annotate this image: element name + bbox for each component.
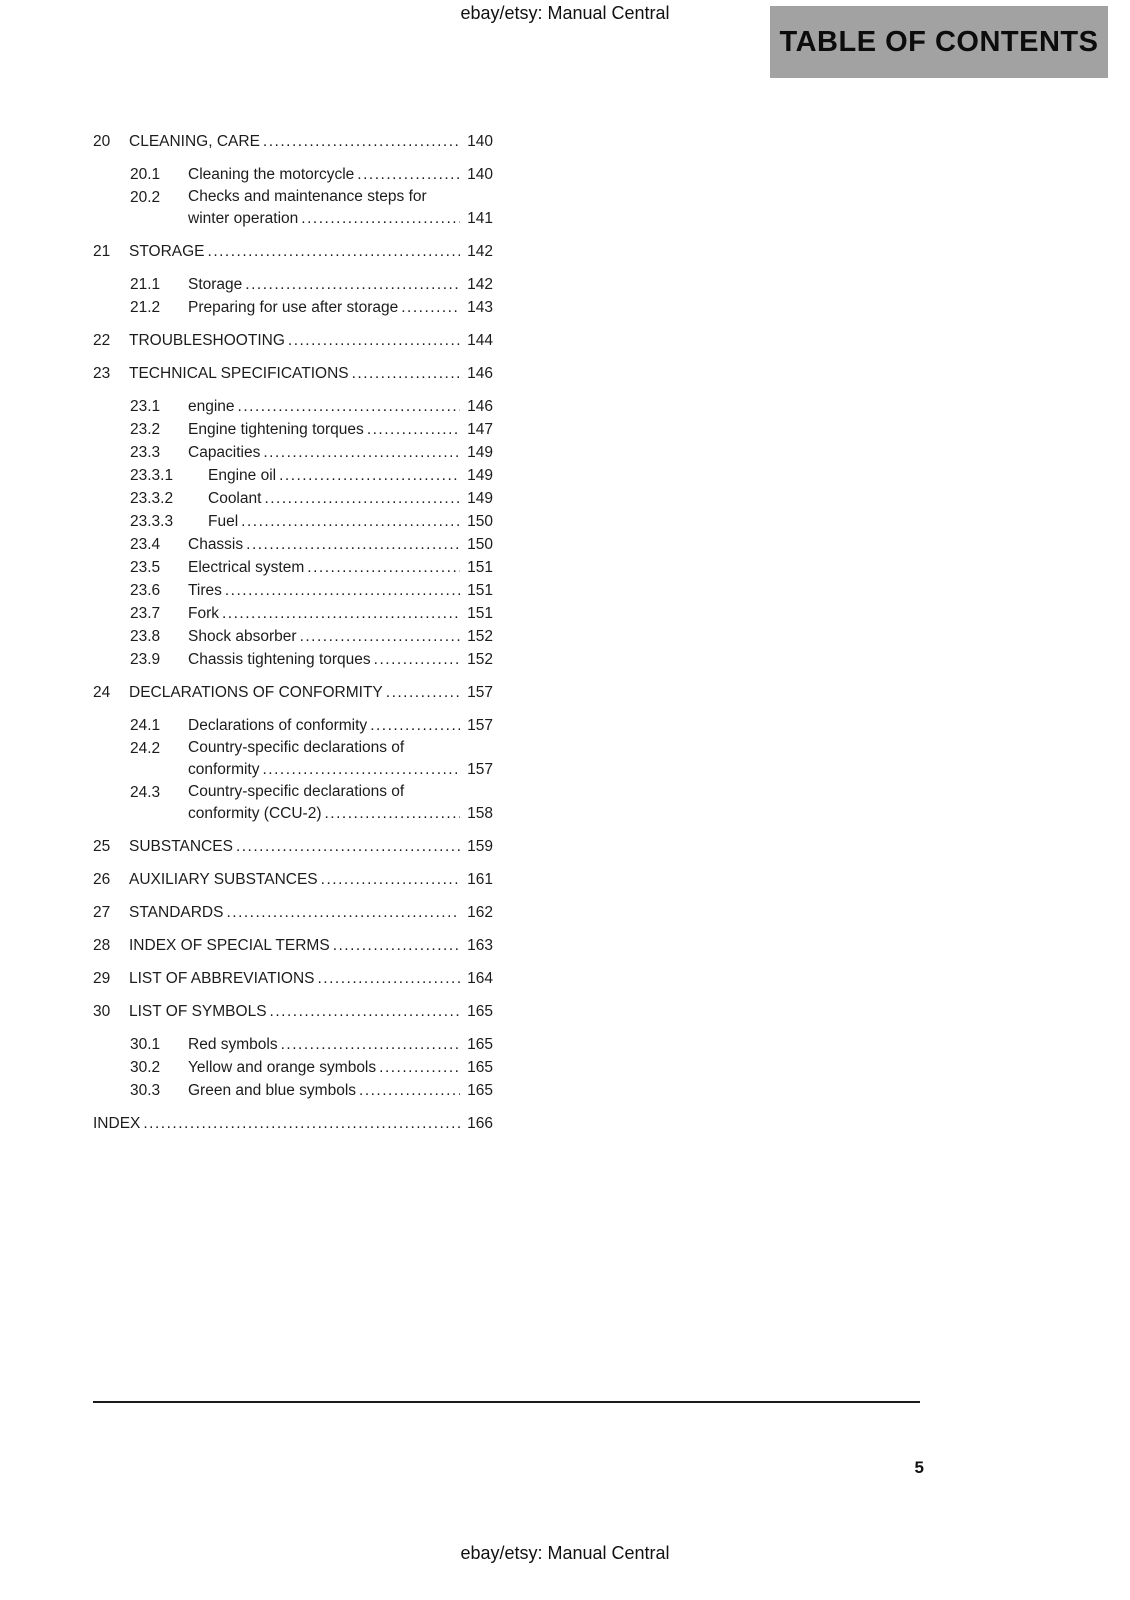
toc-entry-title: Red symbols bbox=[188, 1036, 278, 1053]
toc-dot-leader bbox=[357, 163, 460, 186]
toc-entry bbox=[93, 602, 493, 625]
toc-entry-page: 162 bbox=[467, 904, 493, 921]
toc-dot-leader bbox=[236, 835, 460, 858]
footer-site-title: ebay/etsy: Manual Central bbox=[460, 1543, 670, 1563]
toc-entry-title: Shock absorber bbox=[188, 628, 297, 645]
toc-dot-leader bbox=[370, 714, 460, 737]
toc-entry-number: 24 bbox=[93, 684, 111, 701]
toc-entry-page: 165 bbox=[467, 1059, 493, 1076]
toc-entry-page: 157 bbox=[467, 717, 493, 734]
toc-entry-number: 22 bbox=[93, 332, 111, 349]
toc-entry-title: engine bbox=[188, 398, 235, 415]
toc-entry-title: Fuel bbox=[208, 513, 239, 530]
toc-dot-leader bbox=[270, 1000, 460, 1023]
toc-entry-page: 165 bbox=[467, 1082, 493, 1099]
toc-entry bbox=[93, 1056, 493, 1079]
toc-entry-title: Fork bbox=[188, 605, 219, 622]
toc-entry-page: 146 bbox=[467, 365, 493, 382]
toc-dot-leader bbox=[359, 1079, 460, 1102]
toc-entry-page: 151 bbox=[467, 559, 493, 576]
toc-entry-number: 23.8 bbox=[130, 628, 161, 645]
toc-entry-page: 151 bbox=[467, 605, 493, 622]
toc-entry-page: 165 bbox=[467, 1003, 493, 1020]
toc-entry-number: 21.2 bbox=[130, 299, 161, 316]
toc-entry-title: Country-specific declarations of bbox=[188, 783, 405, 800]
toc-entry-number: 20.1 bbox=[130, 166, 161, 183]
toc-entry-page: 165 bbox=[467, 1036, 493, 1053]
toc-dot-leader bbox=[226, 901, 460, 924]
toc-entry bbox=[93, 130, 493, 153]
toc-entry-number: 23.3.1 bbox=[130, 467, 174, 484]
toc-entry-number: 23.3.2 bbox=[130, 490, 174, 507]
toc-entry-title: Chassis tightening torques bbox=[188, 651, 371, 668]
toc-entry-page: 157 bbox=[467, 684, 493, 701]
toc-entry-page: 140 bbox=[467, 133, 493, 150]
toc-entry-number: 23 bbox=[93, 365, 111, 382]
toc-dot-leader bbox=[333, 934, 460, 957]
toc-entry-number: 23.7 bbox=[130, 605, 161, 622]
toc-dot-leader bbox=[300, 625, 460, 648]
toc-entry-title: TROUBLESHOOTING bbox=[129, 332, 285, 349]
toc-entry bbox=[93, 868, 493, 891]
toc-entry-title: DECLARATIONS OF CONFORMITY bbox=[129, 684, 383, 701]
toc-entry-title: Yellow and orange symbols bbox=[188, 1059, 377, 1076]
toc-entry-title: INDEX bbox=[93, 1115, 141, 1132]
toc-entry-page: 146 bbox=[467, 398, 493, 415]
toc-entry bbox=[93, 533, 493, 556]
toc-entry-title: Storage bbox=[188, 276, 243, 293]
toc-entry-page: 157 bbox=[467, 761, 493, 778]
toc-entry bbox=[93, 464, 493, 487]
toc-dot-leader bbox=[301, 208, 460, 230]
toc-dot-leader bbox=[317, 967, 460, 990]
toc-entry bbox=[93, 163, 493, 186]
toc-entry-page: 152 bbox=[467, 628, 493, 645]
toc-entry-page: 142 bbox=[467, 243, 493, 260]
toc-entry-number: 26 bbox=[93, 871, 111, 888]
toc-entry bbox=[93, 901, 493, 924]
toc-entry-page: 166 bbox=[467, 1115, 493, 1132]
toc-entry-title: Capacities bbox=[188, 444, 261, 461]
toc-entry-number: 24.3 bbox=[130, 784, 161, 801]
toc-entry bbox=[93, 240, 493, 263]
toc-entry-page: 150 bbox=[467, 536, 493, 553]
toc-entry-title: Coolant bbox=[208, 490, 262, 507]
toc-entry-title-block bbox=[188, 781, 493, 825]
toc-entry bbox=[93, 510, 493, 533]
toc-entry-title: LIST OF SYMBOLS bbox=[129, 1003, 267, 1020]
toc-entry bbox=[93, 487, 493, 510]
toc-entry bbox=[93, 714, 493, 737]
toc-entry-title-block bbox=[188, 737, 493, 781]
toc-entry-title: CLEANING, CARE bbox=[129, 133, 260, 150]
footer-divider-line bbox=[93, 1401, 920, 1403]
toc-dot-leader bbox=[367, 418, 460, 441]
toc-entry-number: 23.4 bbox=[130, 536, 161, 553]
toc-entry-number: 21 bbox=[93, 243, 111, 260]
toc-entry-number: 20.2 bbox=[130, 189, 161, 206]
page-number: 5 bbox=[914, 1458, 924, 1477]
toc-dot-leader bbox=[307, 556, 460, 579]
toc-entry-title: STORAGE bbox=[129, 243, 205, 260]
toc-entry-title: Preparing for use after storage bbox=[188, 299, 399, 316]
toc-entry bbox=[93, 362, 493, 385]
toc-entry-page: 163 bbox=[467, 937, 493, 954]
toc-entry-number: 28 bbox=[93, 937, 111, 954]
toc-entry-page: 151 bbox=[467, 582, 493, 599]
toc-dot-leader bbox=[401, 296, 460, 319]
toc-entry-number: 21.1 bbox=[130, 276, 161, 293]
toc-entry-number: 30 bbox=[93, 1003, 111, 1020]
toc-entry bbox=[93, 934, 493, 957]
toc-entry-number: 29 bbox=[93, 970, 111, 987]
toc-entry-title: INDEX OF SPECIAL TERMS bbox=[129, 937, 330, 954]
toc-entry-title-continued: conformity (CCU-2) bbox=[188, 805, 322, 822]
toc-dot-leader bbox=[225, 579, 460, 602]
toc-entry-title: Country-specific declarations of bbox=[188, 739, 405, 756]
toc-entry bbox=[93, 967, 493, 990]
toc-entry bbox=[93, 441, 493, 464]
toc-entry bbox=[93, 296, 493, 319]
toc-entry-title: Electrical system bbox=[188, 559, 305, 576]
toc-dot-leader bbox=[143, 1112, 460, 1135]
toc-entry-number: 23.6 bbox=[130, 582, 161, 599]
toc-dot-leader bbox=[246, 533, 460, 556]
toc-entry-number: 20 bbox=[93, 133, 111, 150]
toc-entry-page: 159 bbox=[467, 838, 493, 855]
toc-dot-leader bbox=[374, 648, 460, 671]
toc-entry bbox=[93, 1000, 493, 1023]
toc-entry bbox=[93, 1079, 493, 1102]
toc-dot-leader bbox=[321, 868, 460, 891]
toc-entry-page: 144 bbox=[467, 332, 493, 349]
toc-entry-title: SUBSTANCES bbox=[129, 838, 233, 855]
toc-dot-leader bbox=[245, 273, 460, 296]
page-title: TABLE OF CONTENTS bbox=[779, 25, 1099, 58]
toc-dot-leader bbox=[386, 681, 460, 704]
toc-entry-number: 23.9 bbox=[130, 651, 161, 668]
toc-entry-number: 23.3 bbox=[130, 444, 161, 461]
toc-entry-page: 164 bbox=[467, 970, 493, 987]
toc-entry-page: 140 bbox=[467, 166, 493, 183]
toc-entry bbox=[93, 737, 493, 781]
toc-entry-title: Engine tightening torques bbox=[188, 421, 364, 438]
toc-dot-leader bbox=[263, 130, 460, 153]
table-of-contents-heading-box bbox=[770, 6, 1108, 78]
toc-entry bbox=[93, 681, 493, 704]
toc-entry-number: 24.1 bbox=[130, 717, 161, 734]
toc-entry-page: 149 bbox=[467, 467, 493, 484]
toc-entry-title: Tires bbox=[188, 582, 222, 599]
toc-entry-title-line2-row bbox=[188, 803, 493, 825]
toc-entry-page: 141 bbox=[467, 210, 493, 227]
toc-entry-title: LIST OF ABBREVIATIONS bbox=[129, 970, 315, 987]
toc-entry-number: 24.2 bbox=[130, 740, 161, 757]
toc-dot-leader bbox=[281, 1033, 460, 1056]
toc-entry-title: Green and blue symbols bbox=[188, 1082, 357, 1099]
toc-dot-leader bbox=[263, 441, 460, 464]
toc-entry bbox=[93, 781, 493, 825]
toc-entry-page: 150 bbox=[467, 513, 493, 530]
toc-entry bbox=[93, 329, 493, 352]
toc-entry-title: AUXILIARY SUBSTANCES bbox=[129, 871, 318, 888]
toc-entry-title: Engine oil bbox=[208, 467, 277, 484]
toc-dot-leader bbox=[238, 395, 460, 418]
toc-entry-number: 30.3 bbox=[130, 1082, 161, 1099]
toc-entry-page: 161 bbox=[467, 871, 493, 888]
toc-entry bbox=[93, 648, 493, 671]
toc-entry-page: 152 bbox=[467, 651, 493, 668]
toc-dot-leader bbox=[288, 329, 460, 352]
toc-entry bbox=[93, 556, 493, 579]
toc-dot-leader bbox=[264, 487, 460, 510]
toc-entry-number: 23.1 bbox=[130, 398, 161, 415]
toc-entry-page: 142 bbox=[467, 276, 493, 293]
toc-entry-title-line2-row bbox=[188, 208, 493, 230]
toc-dot-leader bbox=[324, 803, 460, 825]
toc-entry-number: 23.3.3 bbox=[130, 513, 174, 530]
toc-entry bbox=[93, 273, 493, 296]
toc-entry-number: 27 bbox=[93, 904, 111, 921]
toc-entry-title: Chassis bbox=[188, 536, 244, 553]
toc-dot-leader bbox=[279, 464, 460, 487]
toc-entry-number: 23.2 bbox=[130, 421, 161, 438]
toc-entry bbox=[93, 186, 493, 230]
toc-dot-leader bbox=[379, 1056, 460, 1079]
toc-entry bbox=[93, 395, 493, 418]
toc-entry-page: 149 bbox=[467, 490, 493, 507]
toc-entry-title-continued: winter operation bbox=[188, 210, 299, 227]
toc-entry-number: 23.5 bbox=[130, 559, 161, 576]
toc-entry-number: 30.1 bbox=[130, 1036, 161, 1053]
toc-dot-leader bbox=[352, 362, 460, 385]
toc-entry-title: TECHNICAL SPECIFICATIONS bbox=[129, 365, 349, 382]
toc-entry-page: 147 bbox=[467, 421, 493, 438]
toc-entry-page: 158 bbox=[467, 805, 493, 822]
toc-entry-title: STANDARDS bbox=[129, 904, 224, 921]
toc-list bbox=[93, 120, 493, 1145]
toc-entry-number: 25 bbox=[93, 838, 111, 855]
toc-entry bbox=[93, 625, 493, 648]
toc-dot-leader bbox=[222, 602, 460, 625]
toc-entry bbox=[93, 1112, 493, 1135]
toc-dot-leader bbox=[241, 510, 460, 533]
toc-entry-title: Checks and maintenance steps for bbox=[188, 188, 427, 205]
toc-entry-page: 149 bbox=[467, 444, 493, 461]
toc-entry bbox=[93, 1033, 493, 1056]
toc-entry-title: Declarations of conformity bbox=[188, 717, 368, 734]
toc-entry-title-line2-row bbox=[188, 759, 493, 781]
toc-entry-title-block bbox=[188, 186, 493, 230]
toc-entry bbox=[93, 835, 493, 858]
toc-entry-number: 30.2 bbox=[130, 1059, 161, 1076]
toc-dot-leader bbox=[208, 240, 460, 263]
toc-entry bbox=[93, 579, 493, 602]
toc-entry bbox=[93, 418, 493, 441]
header-site-title: ebay/etsy: Manual Central bbox=[460, 3, 670, 23]
toc-entry-title-continued: conformity bbox=[188, 761, 260, 778]
toc-dot-leader bbox=[263, 759, 461, 781]
toc-entry-page: 143 bbox=[467, 299, 493, 316]
toc-entry-title: Cleaning the motorcycle bbox=[188, 166, 355, 183]
